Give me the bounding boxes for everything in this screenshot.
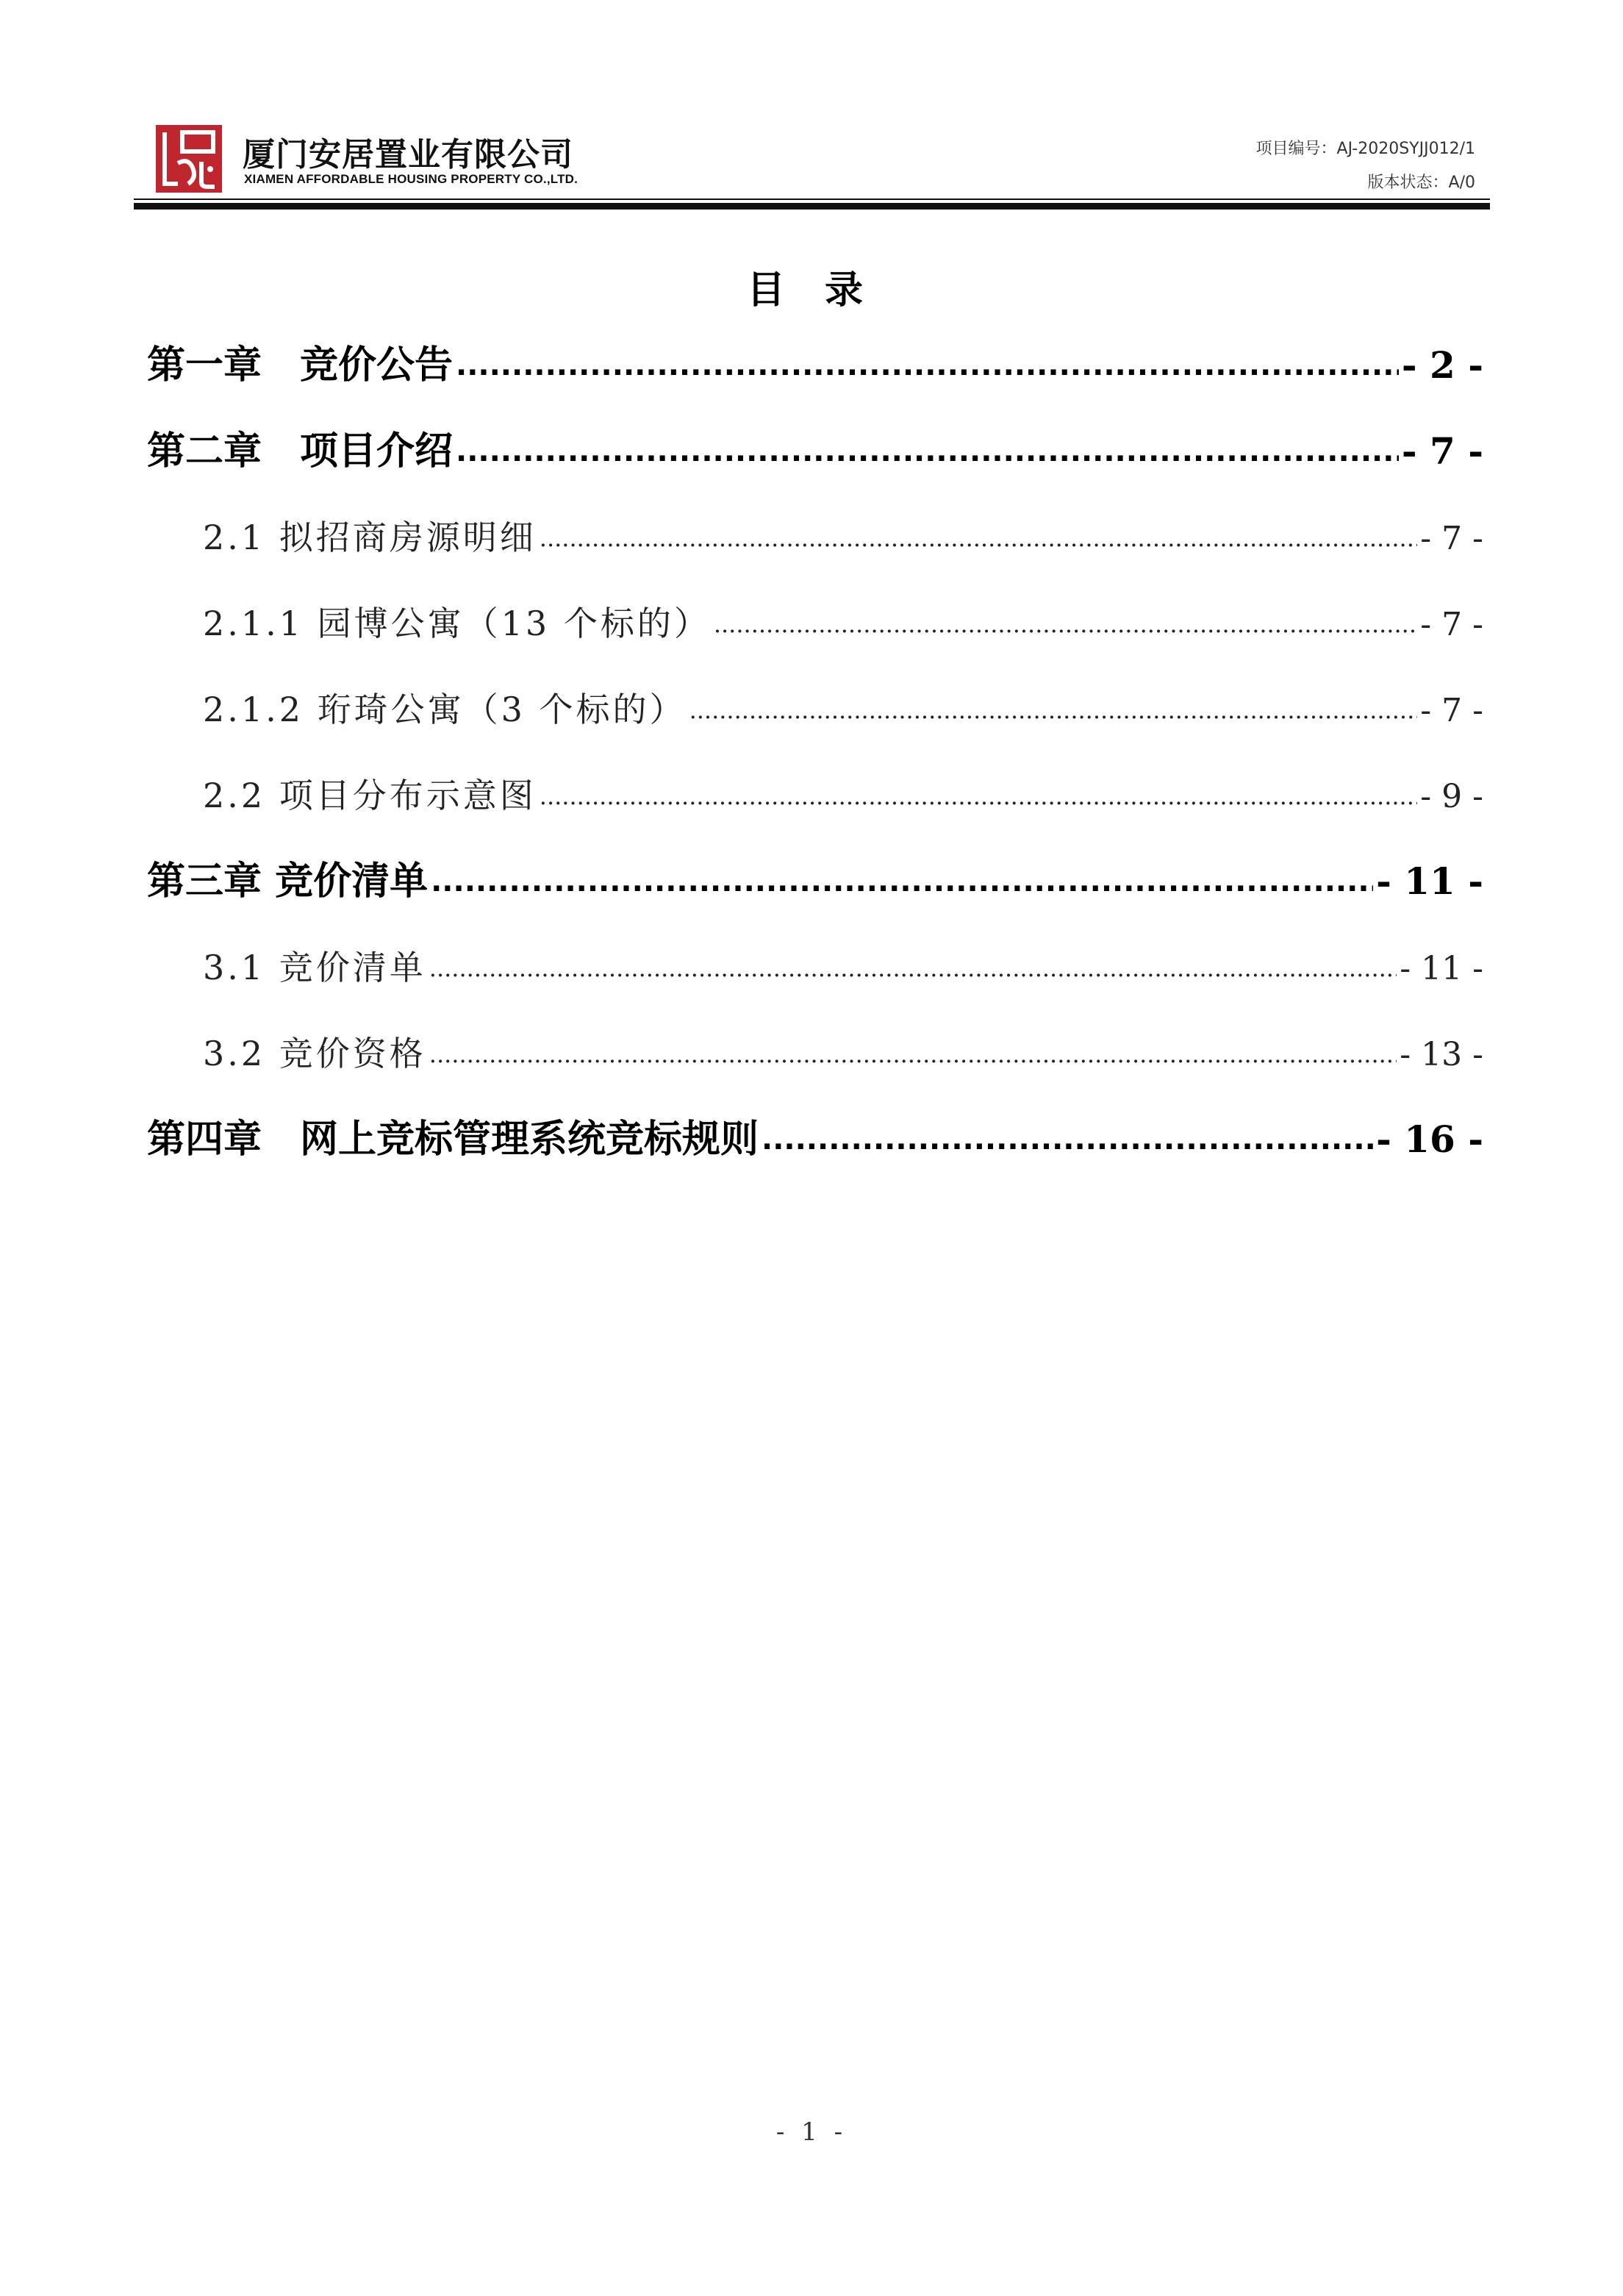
project-number: 项目编号：AJ-2020SYJJ012/1 (1255, 140, 1475, 158)
toc-entry-label: 2.2 项目分布示意图 (203, 776, 537, 815)
toc-entry-chapter-1[interactable] (147, 332, 1483, 418)
toc-entry-page: - 7 - (1420, 692, 1483, 729)
toc-entry-page: - 9 - (1420, 778, 1483, 815)
toc-entry-2-2[interactable] (147, 762, 1483, 848)
toc-leader-dots (456, 418, 1399, 484)
toc-entry-label: 3.2 竞价资格 (203, 1034, 426, 1073)
toc-entry-chapter-2[interactable] (147, 418, 1483, 504)
toc-entry-label: 第四章 网上竞标管理系统竞标规则 (147, 1117, 759, 1162)
toc-entry-page: - 11 - (1400, 950, 1483, 987)
company-name-cn: 厦门安居置业有限公司 (243, 136, 573, 174)
version-status: 版本状态：A/0 (1367, 174, 1475, 192)
toc-entry-chapter-4[interactable] (147, 1106, 1483, 1192)
toc-leader-dots (431, 848, 1373, 915)
toc-entry-2-1-2[interactable] (147, 676, 1483, 762)
toc-leader-dots (429, 935, 1397, 1001)
toc-entry-label: 2.1 拟招商房源明细 (203, 518, 537, 557)
toc-entry-3-1[interactable] (147, 934, 1483, 1020)
header-rule-thick (134, 203, 1490, 210)
page-number: - 1 - (775, 2117, 848, 2147)
table-of-contents (147, 332, 1483, 1192)
toc-entry-page: - 7 - (1420, 520, 1483, 557)
company-logo-icon (156, 125, 222, 193)
company-name-en: XIAMEN AFFORDABLE HOUSING PROPERTY CO.,LTD. (244, 172, 578, 186)
toc-entry-page: - 13 - (1400, 1036, 1483, 1073)
toc-leader-dots (714, 591, 1417, 657)
toc-entry-label: 第三章 竞价清单 (147, 859, 429, 904)
toc-entry-page: - 2 - (1401, 343, 1483, 387)
toc-entry-label: 第二章 项目介绍 (147, 429, 454, 473)
toc-entry-label: 2.1.1 园博公寓（13 个标的） (203, 604, 711, 643)
header-rule-thin (134, 199, 1490, 200)
toc-entry-label: 3.1 竞价清单 (203, 948, 426, 987)
toc-leader-dots (540, 505, 1418, 571)
toc-entry-page: - 16 - (1376, 1117, 1483, 1161)
toc-entry-3-2[interactable] (147, 1020, 1483, 1106)
toc-title: 目 录 (746, 268, 877, 312)
document-meta (1256, 132, 1475, 200)
toc-entry-page: - 7 - (1420, 606, 1483, 643)
toc-leader-dots (762, 1106, 1373, 1173)
toc-leader-dots (429, 1021, 1397, 1087)
toc-leader-dots (540, 763, 1418, 829)
toc-entry-2-1-1[interactable] (147, 590, 1483, 676)
toc-entry-chapter-3[interactable] (147, 848, 1483, 934)
toc-entry-page: - 7 - (1401, 429, 1483, 473)
toc-entry-page: - 11 - (1376, 859, 1483, 903)
toc-entry-label: 2.1.2 珩琦公寓（3 个标的） (203, 690, 687, 729)
toc-entry-label: 第一章 竞价公告 (147, 343, 454, 387)
toc-leader-dots (689, 677, 1418, 743)
toc-leader-dots (456, 332, 1399, 398)
toc-entry-2-1[interactable] (147, 504, 1483, 590)
